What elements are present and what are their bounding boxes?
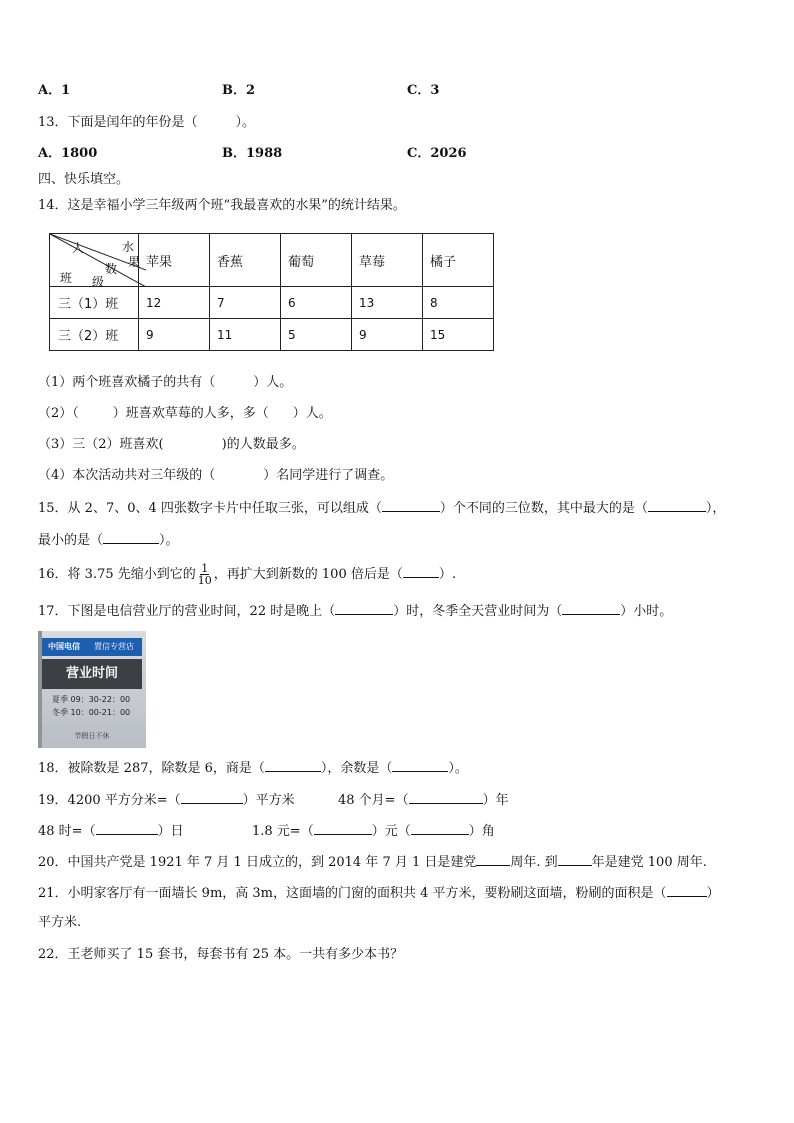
q13-stem-pre: 13．下面是闰年的年份是（ <box>38 115 198 130</box>
q15-blank-1[interactable] <box>382 498 440 512</box>
q13-stem-post: ）。 <box>235 115 256 130</box>
q15-pre: 15．从 2、7、0、4 四张数字卡片中任取三张，可以组成（ <box>38 501 382 516</box>
table-cell: 5 <box>281 319 352 351</box>
q15-line-1 <box>38 498 725 518</box>
table-cell: 9 <box>352 319 423 351</box>
header-strawberry: 草莓 <box>352 234 423 287</box>
q15-line2-pre: 最小的是（ <box>38 533 104 548</box>
table-corner-cell <box>50 234 139 287</box>
q14-stem: 14．这是幸福小学三年级两个班“我最喜欢的水果”的统计结果。 <box>38 198 406 213</box>
q19-line-1b <box>338 790 509 810</box>
corner-label-fruit-1: 水 <box>122 240 135 254</box>
q19-blank-a[interactable] <box>181 790 243 804</box>
corner-label-class-2: 级 <box>92 275 105 289</box>
row-label: 三（2）班 <box>50 319 139 351</box>
table-cell: 7 <box>210 287 281 319</box>
q19-b-post: ）年 <box>482 793 509 808</box>
telecom-logo: 中国电信 <box>48 642 80 651</box>
q14-sub2-blank-1[interactable] <box>79 404 113 417</box>
q16-blank[interactable] <box>403 564 439 578</box>
q21-pre: 21．小明家客厅有一面墙长 9m，高 3m，这面墙的门窗的面积共 4 平方米，要粉刷这面墙，粉刷的面积是（ <box>38 886 667 901</box>
q14-sub3-blank[interactable] <box>164 435 222 448</box>
header-grape: 葡萄 <box>281 234 352 287</box>
q18-blank-1[interactable] <box>265 758 321 772</box>
row-label: 三（1）班 <box>50 287 139 319</box>
q16-stem <box>38 563 456 587</box>
q14-sub1-pre: （1）两个班喜欢橘子的共有（ <box>38 375 216 390</box>
q19-blank-d2[interactable] <box>411 821 469 835</box>
q13-stem <box>38 113 255 132</box>
q20-post: 年是建党 100 周年. <box>591 855 707 870</box>
header-banana: 香蕉 <box>210 234 281 287</box>
q14-sub3 <box>38 435 305 454</box>
table-cell: 13 <box>352 287 423 319</box>
q20-pre: 20．中国共产党是 1921 年 7 月 1 日成立的，到 2014 年 7 月 1 日是建党 <box>38 855 477 870</box>
q15-blank-2[interactable] <box>648 498 706 512</box>
q14-sub2-blank-2[interactable] <box>269 404 293 417</box>
q14-sub2-post: ）人。 <box>292 406 332 421</box>
q17-blank-1[interactable] <box>335 601 393 615</box>
table-cell: 8 <box>423 287 494 319</box>
q20-blank-1[interactable] <box>476 852 510 866</box>
q13-option-b: B．1988 <box>222 146 283 161</box>
q19-d-pre: 1.8 元=（ <box>252 824 314 839</box>
q14-sub1 <box>38 373 292 392</box>
q22-stem: 22．王老师买了 15 套书，每套书有 25 本。一共有多少本书？ <box>38 947 404 962</box>
q17-pre: 17．下图是电信营业厅的营业时间，22 时是晚上（ <box>38 604 336 619</box>
business-hours-photo <box>38 631 146 748</box>
q19-c-post: ）日 <box>157 824 184 839</box>
corner-label-fruit-2: 果 <box>128 255 141 269</box>
q14-sub4-post: ）名同学进行了调查。 <box>263 468 394 483</box>
corner-label-people-1: 人 <box>72 241 85 255</box>
q12-option-c: C．3 <box>407 83 440 98</box>
table-cell: 12 <box>139 287 210 319</box>
q15-line2-post: ）。 <box>159 533 179 548</box>
q21-post: ） <box>706 886 720 901</box>
q14-sub4-pre: （4）本次活动共对三年级的（ <box>38 468 216 483</box>
table-cell: 15 <box>423 319 494 351</box>
table-cell: 6 <box>281 287 352 319</box>
q19-d-post: ）角 <box>468 824 495 839</box>
business-hours-sign: 营业时间 <box>42 659 142 689</box>
section-heading: 四、快乐填空。 <box>38 172 130 187</box>
summer-hours: 夏季 09：30-22：00 <box>52 695 131 704</box>
table-header-row <box>50 234 494 287</box>
q14-sub4-blank[interactable] <box>215 466 263 479</box>
q14-sub3-post: )的人数最多。 <box>221 437 305 452</box>
corner-label-class-1: 班 <box>60 271 73 285</box>
q13-option-c: C．2026 <box>407 146 467 161</box>
table-row <box>50 319 494 351</box>
q14-sub4 <box>38 466 393 485</box>
q19-blank-d1[interactable] <box>314 821 372 835</box>
q20-blank-2[interactable] <box>558 852 592 866</box>
q14-sub1-blank[interactable] <box>215 373 253 386</box>
q18-pre: 18．被除数是 287，除数是 6，商是（ <box>38 761 265 776</box>
q18-stem <box>38 758 468 778</box>
q21-line-2: 平方米. <box>38 915 82 930</box>
q19-a-post: ）平方米 <box>242 793 295 808</box>
q20-stem <box>38 852 707 872</box>
winter-hours: 冬季 10：00-21：00 <box>52 708 131 717</box>
store-name: 置信专营店 <box>94 642 134 651</box>
q16-fraction-numerator: 1 <box>201 562 209 575</box>
photo-brand-bar <box>42 638 142 656</box>
corner-label-people-2: 数 <box>105 262 118 276</box>
q19-d-mid: ）元（ <box>371 824 411 839</box>
q15-blank-3[interactable] <box>103 530 159 544</box>
q20-mid: 周年. 到 <box>510 855 558 870</box>
q16-mid: ，再扩大到新数的 100 倍后是（ <box>213 567 403 582</box>
table-row <box>50 287 494 319</box>
q17-stem <box>38 601 672 621</box>
q19-line-1 <box>38 790 295 810</box>
q19-line-2b <box>252 821 495 841</box>
q16-fraction <box>197 563 213 586</box>
table-cell: 9 <box>139 319 210 351</box>
q14-sub2-mid: ）班喜欢草莓的人多，多（ <box>112 406 269 421</box>
q14-sub3-pre: （3）三（2）班喜欢( <box>38 437 164 452</box>
q19-line-2 <box>38 821 184 841</box>
q14-sub1-post: ）人。 <box>253 375 293 390</box>
q19-a-pre: 19．4200 平方分米=（ <box>38 793 181 808</box>
q17-blank-2[interactable] <box>562 601 620 615</box>
table-cell: 11 <box>210 319 281 351</box>
q17-post: ）小时。 <box>620 604 673 619</box>
holiday-note: 节假日不休 <box>74 732 110 740</box>
q19-blank-b[interactable] <box>409 790 483 804</box>
q13-blank[interactable] <box>198 113 236 126</box>
header-orange: 橘子 <box>423 234 494 287</box>
q21-blank[interactable] <box>667 883 707 897</box>
q18-post: ）。 <box>448 761 468 776</box>
q19-blank-c[interactable] <box>96 821 158 835</box>
q13-option-a: A．1800 <box>38 146 98 161</box>
q15-line-2 <box>38 530 179 550</box>
header-apple: 苹果 <box>139 234 210 287</box>
q16-fraction-denominator: 10 <box>197 574 212 587</box>
q16-post: ）. <box>438 567 456 582</box>
q18-blank-2[interactable] <box>392 758 448 772</box>
q15-mid: ）个不同的三位数，其中最大的是（ <box>439 501 648 516</box>
q19-c-pre: 48 时=（ <box>38 824 96 839</box>
fruit-statistics-table <box>49 233 494 351</box>
q19-b-pre: 48 个月=（ <box>338 793 409 808</box>
q17-mid: ）时，冬季全天营业时间为（ <box>393 604 563 619</box>
q12-option-a: A．1 <box>38 83 71 98</box>
q14-sub2-pre: （2）（ <box>38 406 79 421</box>
q15-post: ）， <box>705 501 726 516</box>
q12-option-b: B．2 <box>222 83 256 98</box>
q21-line-1 <box>38 883 720 903</box>
q16-pre: 16．将 3.75 先缩小到它的 <box>38 567 196 582</box>
q18-mid: ），余数是（ <box>320 761 393 776</box>
q14-sub2 <box>38 404 332 423</box>
